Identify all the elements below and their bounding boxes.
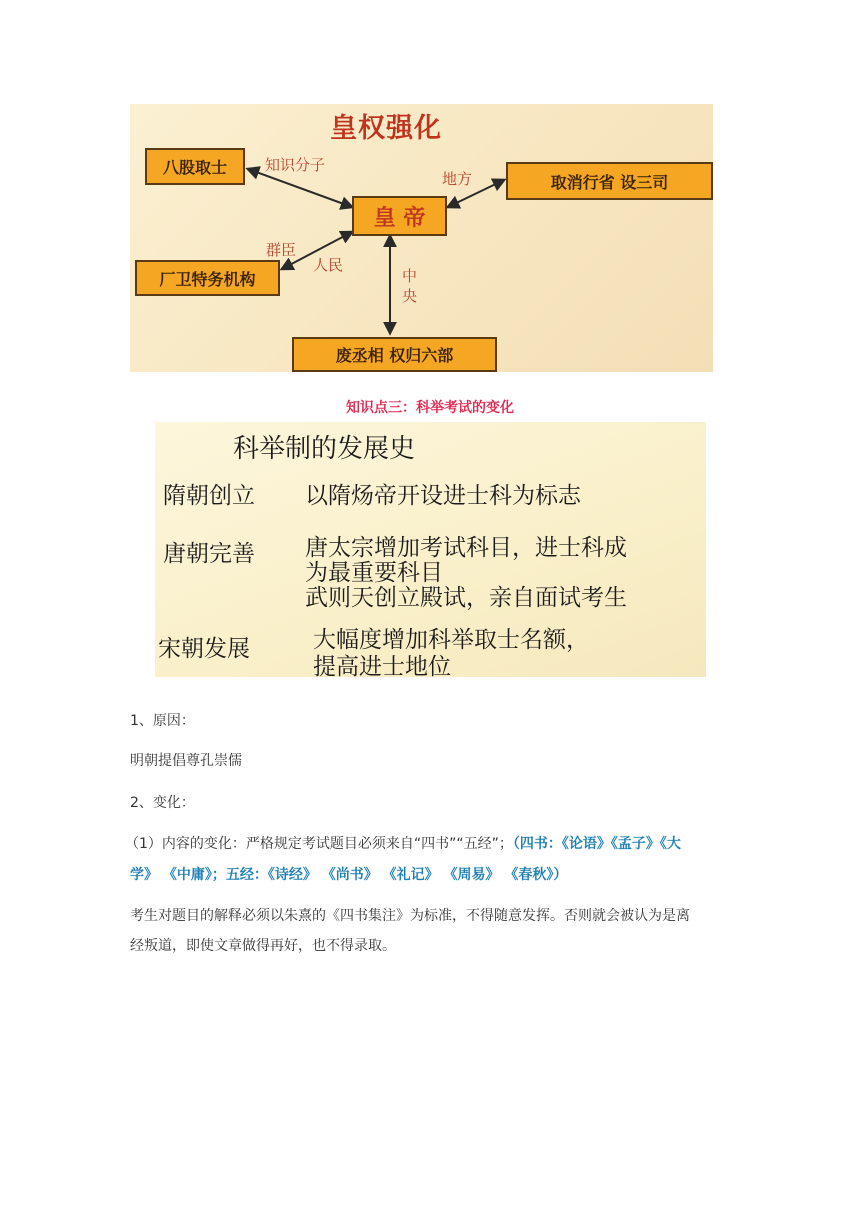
interpretation-line1: 考生对题目的解释必须以朱熹的《四书集注》为标准，不得随意发挥。否则就会被认为是离 bbox=[130, 908, 690, 924]
four-books-list: （四书：《论语》《孟子》《大 bbox=[512, 836, 681, 852]
label-intellectuals: 知识分子 bbox=[265, 156, 326, 174]
content-change-line1 bbox=[125, 833, 681, 853]
row-label-tang: 唐朝完善 bbox=[163, 541, 255, 567]
row-label-song: 宋朝发展 bbox=[158, 636, 250, 662]
five-classics-list: 学》 《中庸》；五经：《诗经》 《尚书》 《礼记》 《周易》 《春秋》） bbox=[130, 867, 568, 883]
interpretation-line2: 经叛道，即使文章做得再好，也不得录取。 bbox=[130, 938, 396, 954]
exam-history-diagram bbox=[155, 422, 706, 677]
box-eight-legged-essay: 八股取士 bbox=[145, 148, 245, 185]
power-diagram bbox=[130, 104, 713, 372]
box-abolish-provinces: 取消行省 设三司 bbox=[506, 162, 713, 200]
row-desc-tang-2: 为最重要科目 bbox=[305, 560, 443, 586]
label-central: 中 央 bbox=[402, 267, 418, 305]
content-change-text: （1）内容的变化：严格规定考试题目必须来自“四书”“五经”； bbox=[125, 836, 513, 852]
label-ministers: 群臣 bbox=[266, 241, 297, 259]
row-desc-song-1: 大幅度增加科举取士名额， bbox=[313, 627, 589, 653]
box-abolish-chancellor: 废丞相 权归六部 bbox=[292, 337, 497, 372]
row-desc-tang-1: 唐太宗增加考试科目，进士科成 bbox=[305, 535, 627, 561]
diagram2-title: 科举制的发展史 bbox=[233, 434, 416, 464]
box-emperor: 皇 帝 bbox=[352, 196, 447, 236]
section-title: 知识点三：科举考试的变化 bbox=[346, 400, 514, 416]
label-local: 地方 bbox=[442, 170, 473, 188]
label-people: 人民 bbox=[313, 256, 344, 274]
row-desc-sui: 以隋炀帝开设进士科为标志 bbox=[305, 483, 581, 509]
heading-change: 2、变化： bbox=[130, 795, 195, 811]
diagram1-title: 皇权强化 bbox=[330, 113, 442, 144]
reason-text: 明朝提倡尊孔崇儒 bbox=[130, 753, 242, 769]
row-desc-song-2: 提高进士地位 bbox=[313, 654, 451, 677]
heading-reason: 1、原因： bbox=[130, 713, 195, 729]
row-desc-tang-3: 武则天创立殿试，亲自面试考生 bbox=[305, 585, 627, 611]
box-secret-police: 厂卫特务机构 bbox=[135, 260, 280, 296]
row-label-sui: 隋朝创立 bbox=[163, 483, 255, 509]
